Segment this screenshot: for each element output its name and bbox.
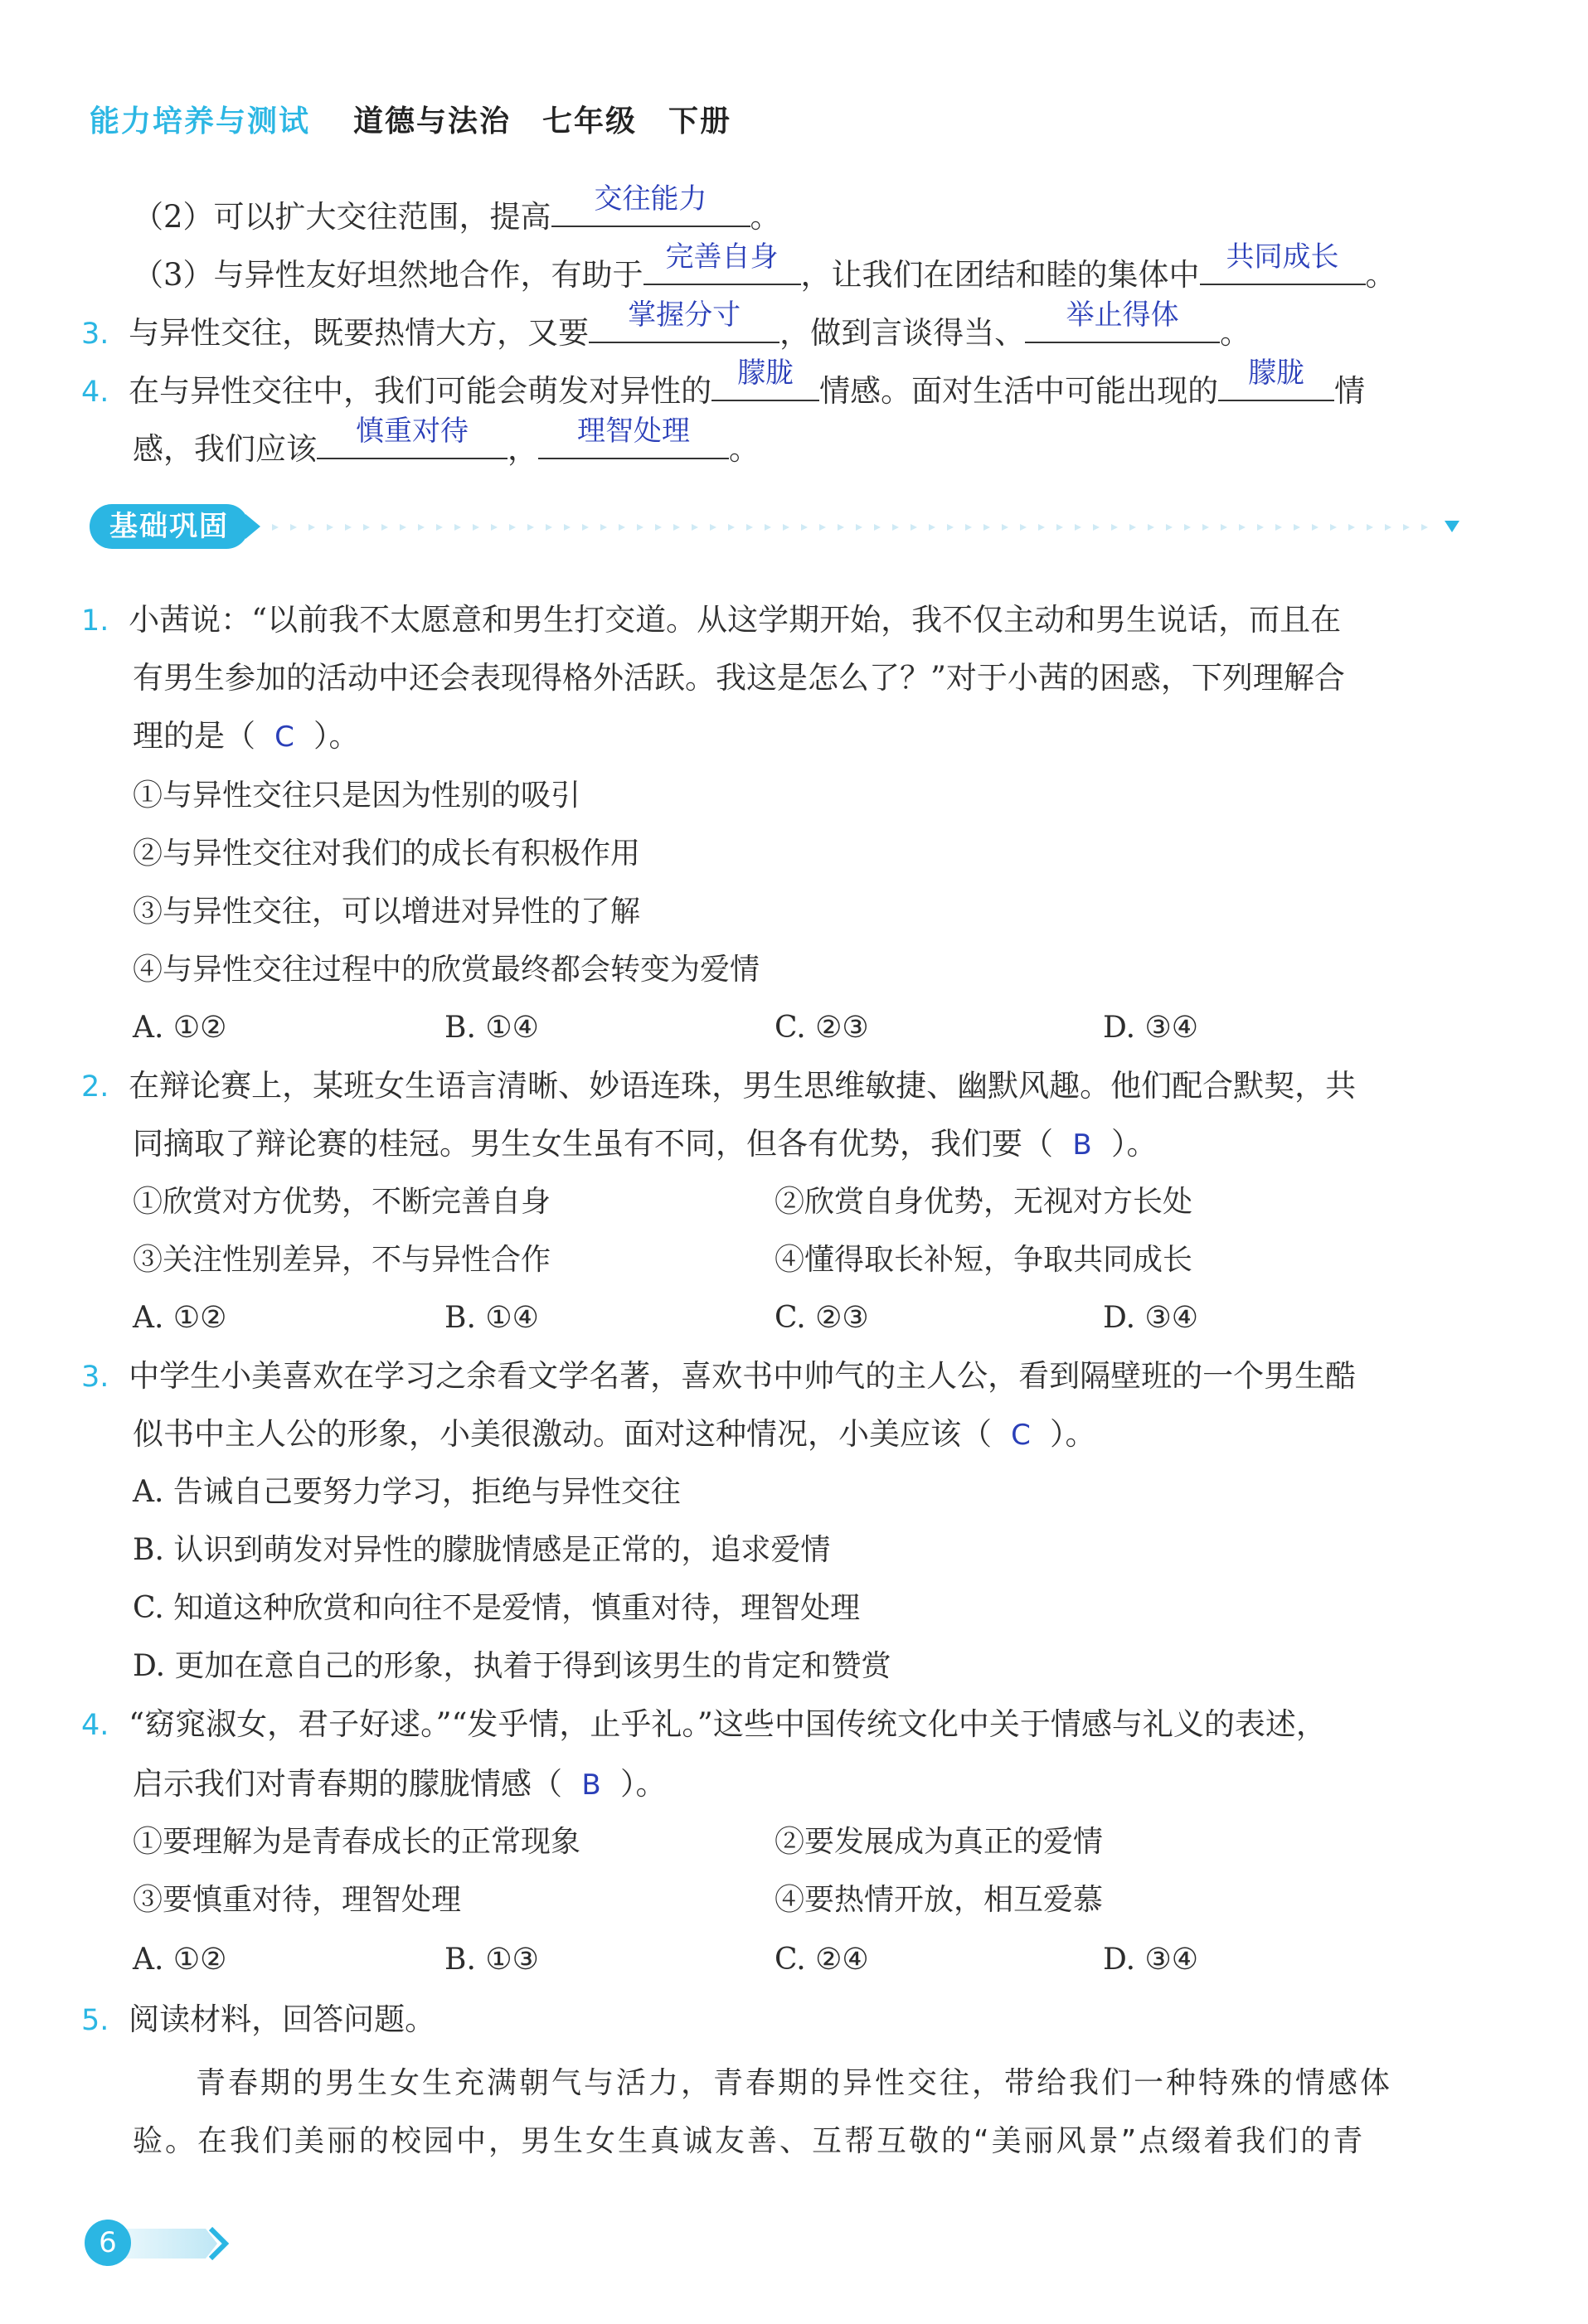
q3-option-c: C. 知道这种欣赏和向往不是爱情，慎重对待，理智处理 [133, 1591, 861, 1625]
q1-item-3: ③与异性交往，可以增进对异性的了解 [133, 895, 641, 929]
answer-blank [317, 415, 507, 459]
q3-option-b: B. 认识到萌发对异性的朦胧情感是正常的，追求爱情 [133, 1533, 831, 1567]
section-arrow-icon [245, 514, 260, 539]
punctuation: 。 [1365, 257, 1396, 293]
question-text: “窈窕淑女，君子好逑。”“发乎情，止乎礼。”这些中国传统文化中关于情感与礼义的表述， [129, 1706, 1327, 1742]
question-text: 在辩论赛上，某班女生语言清晰、妙语连珠，男生思维敏捷、幽默风趣。他们配合默契，共 [129, 1068, 1357, 1104]
q1-item-1: ①与异性交往只是因为性别的吸引 [133, 779, 581, 813]
handwritten-answer: 交往能力 [594, 182, 707, 216]
q2-item-4: ④懂得取长补短，争取共同成长 [775, 1243, 1193, 1277]
handwritten-answer: B [1072, 1128, 1092, 1162]
question-number: 2. [81, 1070, 109, 1104]
question-text: 理的是（ [133, 718, 255, 754]
q4-line2 [133, 1763, 667, 1807]
q1-line3 [133, 715, 360, 759]
triangle-down-icon [1445, 521, 1459, 532]
q5-material-line1: 青春期的男生女生充满朝气与活力，青春期的异性交往，带给我们一种特殊的情感体 [196, 2066, 1393, 2100]
fill-text: 在与异性交往中，我们可能会萌发对异性的 [129, 373, 712, 409]
book-subject: 道德与法治 七年级 下册 [353, 104, 732, 138]
handwritten-answer: 朦胧 [737, 357, 794, 390]
section-title: 基础巩固 [90, 504, 249, 549]
q2-option-b: B. ①④ [444, 1301, 539, 1335]
answer-blank [589, 298, 779, 343]
q3-line2 [133, 1413, 1096, 1457]
handwritten-answer: 理智处理 [577, 415, 690, 448]
q3-line1 [81, 1355, 1356, 1399]
q1-line2: 有男生参加的活动中还会表现得格外活跃。我这是怎么了？”对于小茜的困惑，下列理解合 [133, 660, 1345, 696]
answer-blank [551, 182, 750, 227]
handwritten-answer: 朦胧 [1248, 357, 1305, 390]
question-text: 中学生小美喜欢在学习之余看文学名著，喜欢书中帅气的主人公，看到隔壁班的一个男生酷 [129, 1358, 1357, 1394]
handwritten-answer: C [274, 720, 294, 754]
q2-line1 [81, 1065, 1356, 1109]
fill-text: ，让我们在团结和睦的集体中 [800, 257, 1200, 293]
fill-line-3 [133, 240, 1396, 297]
handwritten-answer: 共同成长 [1226, 240, 1339, 274]
answer-blank [538, 415, 729, 459]
question-text: ）。 [1050, 1416, 1096, 1452]
q2-item-2: ②欣赏自身优势，无视对方长处 [775, 1185, 1193, 1219]
q4-line1 [81, 1703, 1327, 1747]
answer-blank [1025, 298, 1220, 343]
q1-line1 [81, 599, 1341, 643]
handwritten-answer: C [1011, 1419, 1031, 1452]
question-text: 阅读材料，回答问题。 [129, 2001, 436, 2037]
fill-text: （2）可以扩大交往范围，提高 [133, 199, 551, 235]
section-divider [267, 522, 1436, 532]
q1-item-4: ④与异性交往过程中的欣赏最终都会转变为爱情 [133, 953, 760, 987]
fill-text: ，做到言谈得当、 [779, 315, 1026, 351]
question-text: 同摘取了辩论赛的桂冠。男生女生虽有不同，但各有优势，我们要（ [133, 1126, 1053, 1162]
question-number: 4. [81, 376, 109, 409]
q4-option-a: A. ①② [133, 1943, 227, 1977]
question-number: 1. [81, 604, 109, 638]
q2-option-c: C. ②③ [775, 1301, 869, 1335]
fill-q4 [81, 357, 1366, 414]
fill-line-2 [133, 182, 781, 239]
q4-item-4: ④要热情开放，相互爱慕 [775, 1883, 1104, 1917]
question-text: 似书中主人公的形象，小美很激动。面对这种情况，小美应该（ [133, 1416, 992, 1452]
q3-option-d: D. 更加在意自己的形象，执着于得到该男生的肯定和赞赏 [133, 1649, 891, 1683]
punctuation: 。 [750, 199, 781, 235]
handwritten-answer: 完善自身 [665, 240, 779, 274]
fill-text: 情 [1334, 373, 1366, 409]
fill-text: 与异性交往，既要热情大方，又要 [129, 315, 590, 351]
page-tab-chevron-icon [124, 2225, 232, 2262]
punctuation: 。 [729, 431, 760, 467]
answer-blank [711, 357, 819, 401]
punctuation: 。 [1220, 315, 1251, 351]
q5-material-line2: 验。在我们美丽的校园中，男生女生真诚友善、互帮互敬的“美丽风景”点缀着我们的青 [133, 2124, 1366, 2158]
q4-item-3: ③要慎重对待，理智处理 [133, 1883, 462, 1917]
q4-option-d: D. ③④ [1103, 1943, 1199, 1977]
q2-item-1: ①欣赏对方优势，不断完善自身 [133, 1185, 551, 1219]
q2-line2 [133, 1123, 1158, 1167]
question-number: 4. [81, 1709, 109, 1742]
page-number: 6 [85, 2220, 131, 2266]
fill-text: 情感。面对生活中可能出现的 [819, 373, 1219, 409]
question-number: 3. [81, 318, 109, 351]
question-text: 小茜说：“以前我不太愿意和男生打交道。从这学期开始，我不仅主动和男生说话，而且在 [129, 602, 1342, 638]
q2-item-3: ③关注性别差异，不与异性合作 [133, 1243, 551, 1277]
question-text: ）。 [313, 718, 360, 754]
book-brand: 能力培养与测试 [90, 104, 311, 138]
answer-blank [1200, 240, 1366, 285]
q5-line1 [81, 1998, 435, 2042]
fill-q4-cont [133, 415, 760, 471]
handwritten-answer: 掌握分寸 [628, 298, 741, 332]
q1-option-c: C. ②③ [775, 1011, 869, 1045]
q2-option-d: D. ③④ [1103, 1301, 1199, 1335]
handwritten-answer: B [581, 1768, 601, 1802]
q4-item-1: ①要理解为是青春成长的正常现象 [133, 1825, 581, 1859]
q1-option-a: A. ①② [133, 1011, 227, 1045]
fill-text: 感，我们应该 [133, 431, 317, 467]
q1-item-2: ②与异性交往对我们的成长有积极作用 [133, 837, 641, 871]
question-number: 5. [81, 2004, 109, 2037]
handwritten-answer: 举止得体 [1066, 298, 1179, 332]
fill-q3 [81, 298, 1251, 356]
q1-option-b: B. ①④ [444, 1011, 539, 1045]
q2-option-a: A. ①② [133, 1301, 227, 1335]
answer-blank [643, 240, 801, 285]
question-text: 启示我们对青春期的朦胧情感（ [133, 1766, 562, 1802]
q1-option-d: D. ③④ [1103, 1011, 1199, 1045]
q4-option-c: C. ②④ [775, 1943, 869, 1977]
q3-option-a: A. 告诫自己要努力学习，拒绝与异性交往 [133, 1475, 681, 1509]
answer-blank [1218, 357, 1334, 401]
fill-text: （3）与异性友好坦然地合作，有助于 [133, 257, 643, 293]
question-text: ）。 [620, 1766, 667, 1802]
handwritten-answer: 慎重对待 [356, 415, 469, 448]
q4-item-2: ②要发展成为真正的爱情 [775, 1825, 1104, 1859]
question-number: 3. [81, 1361, 109, 1394]
question-text: ）。 [1111, 1126, 1158, 1162]
q4-option-b: B. ①③ [444, 1943, 539, 1977]
fill-text: ， [507, 431, 538, 467]
